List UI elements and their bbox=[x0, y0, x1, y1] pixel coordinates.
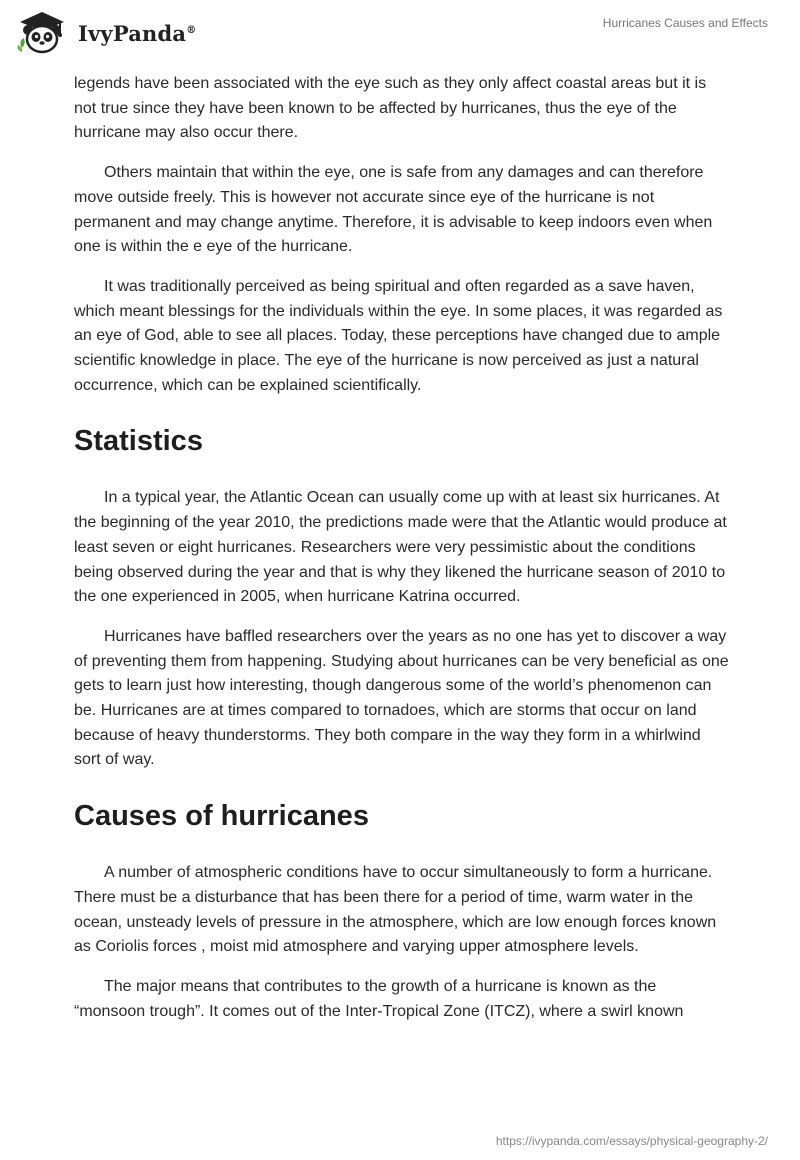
paragraph-statistics-1: In a typical year, the Atlantic Ocean can usually come up with at least six hurricanes. At the beginning of the year 2010, the predictions made were that the Atlantic would produce at least seven or eight hurricanes. Researchers were very pessimistic about the conditions being observed during the year and that is why they likened the hurricane season of 2010 to the one experienced in 2005, when hurricane Katrina occurred. bbox=[74, 489, 727, 606]
paragraph-traditional: It was traditionally perceived as being spiritual and often regarded as a save haven, which meant blessings for the individuals within the eye. In some places, it was regarded as an eye of God, able to see all places. Today, these perceptions have changed due to ample scientific knowledge in place. The eye of the hurricane is now perceived as just a natural occurrence, which can be explained scientifically. bbox=[74, 277, 723, 394]
paragraph-continued: legends have been associated with the eye such as they only affect coastal areas but it is not true since they have been known to be affected by hurricanes, thus the eye of the hurricane may also occur there. bbox=[74, 75, 707, 142]
paragraph-statistics-2: Hurricanes have baffled researchers over the years as no one has yet to discover a way of preventing them from happening. Studying about hurricanes can be very beneficial as one gets to learn just how interesting, though dangerous some of the world’s phenomenon can be. Hurricanes are at times compared to tornadoes, which are storms that occur on land because of heavy thunderstorms. They both compare in the way they form in a whirlwind sort of way. bbox=[74, 627, 729, 769]
paragraph-others: Others maintain that within the eye, one is safe from any damages and can therefore move outside freely. This is however not accurate since eye of the hurricane is not permanent and may change anytime. Therefore, it is advisable to keep indoors even when one is within the e eye of the hurricane. bbox=[74, 164, 713, 256]
article-body bbox=[74, 72, 730, 1039]
heading-statistics: Statistics bbox=[74, 425, 203, 458]
page-header bbox=[0, 0, 800, 70]
document-title: Hurricanes Causes and Effects bbox=[602, 16, 768, 30]
paragraph-causes-1: A number of atmospheric conditions have to occur simultaneously to form a hurricane. There must be a disturbance that has been there for a period of time, warm water in the ocean, unsteady levels of pressure in the atmosphere, which are low enough forces known as Coriolis forces , moist mid atmosphere and varying upper atmosphere levels. bbox=[74, 864, 717, 956]
source-url[interactable]: https://ivypanda.com/essays/physical-geography-2/ bbox=[495, 1134, 768, 1148]
brand-name: IvyPanda® bbox=[78, 20, 197, 46]
panda-graduate-icon bbox=[16, 8, 74, 58]
ivypanda-logo[interactable] bbox=[16, 8, 196, 58]
heading-causes: Causes of hurricanes bbox=[74, 800, 369, 833]
paragraph-causes-2: The major means that contributes to the growth of a hurricane is known as the “monsoon trough”. It comes out of the Inter-Tropical Zone (ITCZ), where a swirl known bbox=[74, 977, 684, 1020]
